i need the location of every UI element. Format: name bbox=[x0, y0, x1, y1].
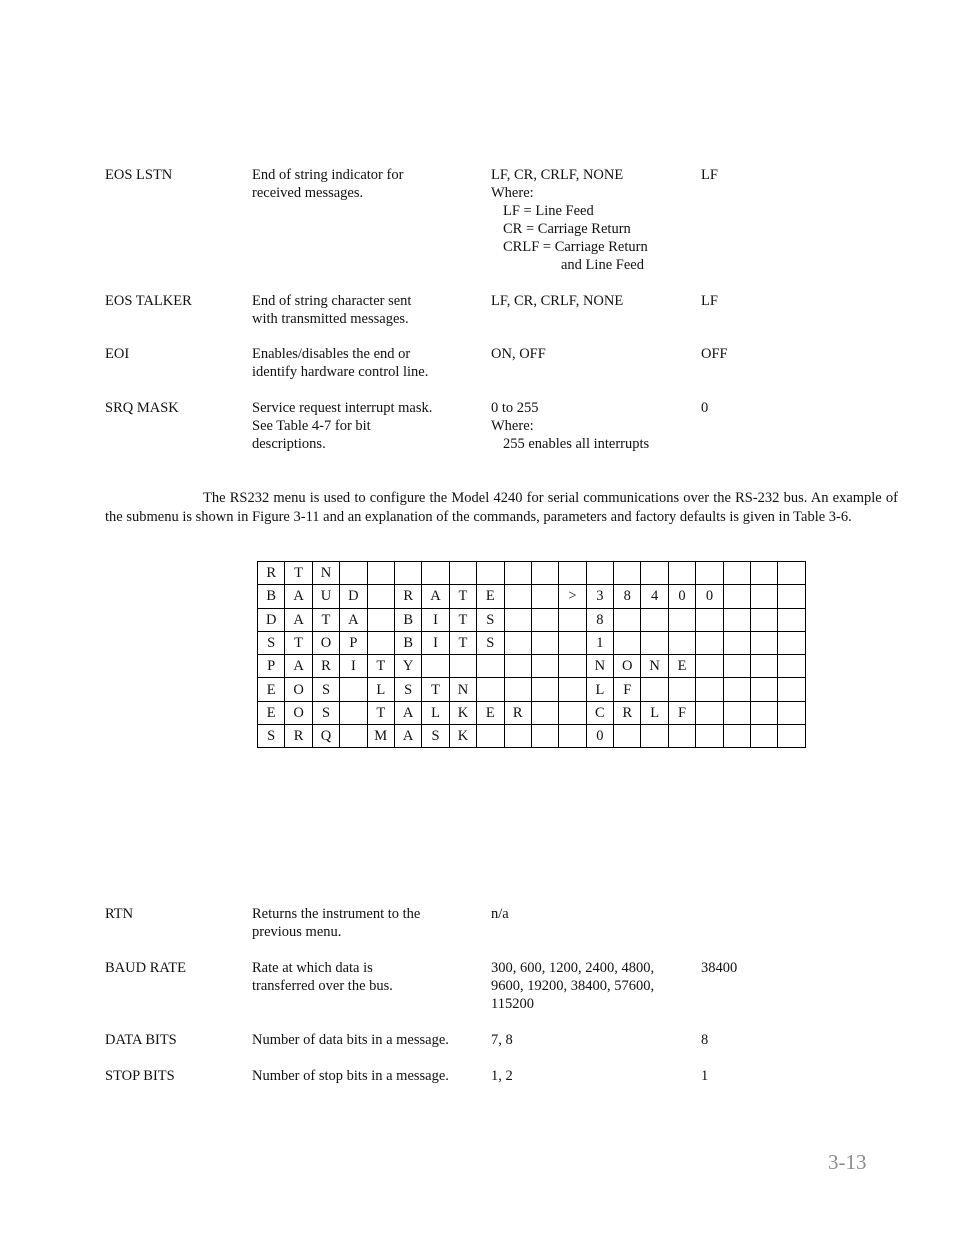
lcd-cell bbox=[696, 725, 723, 748]
lcd-cell bbox=[751, 608, 778, 631]
lcd-cell bbox=[751, 631, 778, 654]
lcd-cell bbox=[751, 562, 778, 585]
command-description: Number of data bits in a message. bbox=[252, 1032, 449, 1048]
lcd-cell bbox=[641, 562, 668, 585]
lcd-cell bbox=[751, 725, 778, 748]
lcd-cell: 3 bbox=[586, 585, 613, 608]
lcd-cell bbox=[559, 655, 586, 678]
lcd-cell bbox=[751, 701, 778, 724]
lcd-cell: E bbox=[668, 655, 695, 678]
lcd-cell: F bbox=[614, 678, 641, 701]
lcd-cell: E bbox=[258, 678, 285, 701]
lcd-cell bbox=[778, 725, 805, 748]
lcd-cell bbox=[778, 678, 805, 701]
command-description: Returns the instrument to the previous menu. bbox=[252, 906, 421, 940]
lcd-cell: R bbox=[394, 585, 421, 608]
lcd-cell bbox=[394, 562, 421, 585]
command-name: EOS TALKER bbox=[105, 293, 192, 309]
lcd-cell: T bbox=[367, 701, 394, 724]
command-default: 0 bbox=[701, 400, 709, 416]
lcd-cell bbox=[504, 631, 531, 654]
lcd-cell: L bbox=[367, 678, 394, 701]
lcd-cell bbox=[559, 562, 586, 585]
lcd-cell bbox=[367, 608, 394, 631]
lcd-cell bbox=[531, 562, 558, 585]
lcd-cell bbox=[559, 725, 586, 748]
page-number: 3-13 bbox=[828, 1150, 867, 1174]
lcd-cell: K bbox=[449, 725, 476, 748]
lcd-row bbox=[258, 562, 806, 585]
lcd-cell: S bbox=[422, 725, 449, 748]
lcd-cell: B bbox=[258, 585, 285, 608]
command-name: RTN bbox=[105, 906, 134, 922]
lcd-cell: P bbox=[258, 655, 285, 678]
lcd-cell bbox=[723, 562, 750, 585]
lcd-cell: 0 bbox=[668, 585, 695, 608]
command-name: BAUD RATE bbox=[105, 960, 186, 976]
lcd-cell bbox=[723, 725, 750, 748]
command-description: Rate at which data is transferred over the bus. bbox=[252, 960, 393, 994]
lcd-cell: D bbox=[340, 585, 367, 608]
lcd-cell: R bbox=[504, 701, 531, 724]
lcd-cell bbox=[586, 562, 613, 585]
lcd-cell bbox=[723, 631, 750, 654]
lcd-cell: S bbox=[312, 678, 339, 701]
lcd-cell: T bbox=[285, 631, 312, 654]
command-description: Service request interrupt mask. See Table 4-7 for bit descriptions. bbox=[252, 400, 433, 452]
lcd-cell: E bbox=[477, 701, 504, 724]
lcd-cell bbox=[723, 585, 750, 608]
lcd-cell: T bbox=[422, 678, 449, 701]
lcd-row bbox=[258, 678, 806, 701]
command-parameters: 7, 8 bbox=[491, 1032, 513, 1048]
lcd-cell bbox=[641, 608, 668, 631]
lcd-cell bbox=[531, 585, 558, 608]
lcd-cell: 0 bbox=[696, 585, 723, 608]
command-parameters: 300, 600, 1200, 2400, 4800, 9600, 19200, 38400, 57600, 115200 bbox=[491, 960, 655, 1012]
lcd-cell: S bbox=[258, 631, 285, 654]
command-name: EOI bbox=[105, 346, 130, 362]
lcd-cell bbox=[531, 608, 558, 631]
lcd-cell: S bbox=[394, 678, 421, 701]
lcd-cell bbox=[668, 608, 695, 631]
lcd-cell bbox=[723, 655, 750, 678]
lcd-cell: L bbox=[422, 701, 449, 724]
lcd-cell bbox=[559, 608, 586, 631]
lcd-cell: A bbox=[340, 608, 367, 631]
lcd-cell: R bbox=[285, 725, 312, 748]
lcd-cell bbox=[559, 701, 586, 724]
command-default: 1 bbox=[701, 1068, 709, 1084]
lcd-cell bbox=[641, 678, 668, 701]
lcd-cell: 4 bbox=[641, 585, 668, 608]
lcd-cell bbox=[614, 562, 641, 585]
lcd-cell: N bbox=[641, 655, 668, 678]
lcd-cell bbox=[340, 678, 367, 701]
lcd-cell bbox=[340, 562, 367, 585]
lcd-cell: A bbox=[394, 725, 421, 748]
lcd-cell bbox=[668, 725, 695, 748]
lcd-cell: T bbox=[449, 631, 476, 654]
lcd-cell: S bbox=[258, 725, 285, 748]
lcd-row bbox=[258, 655, 806, 678]
lcd-cell bbox=[504, 678, 531, 701]
lcd-row bbox=[258, 631, 806, 654]
lcd-cell: D bbox=[258, 608, 285, 631]
lcd-cell bbox=[367, 562, 394, 585]
lcd-cell: T bbox=[449, 608, 476, 631]
lcd-cell: P bbox=[340, 631, 367, 654]
command-name: SRQ MASK bbox=[105, 400, 179, 416]
lcd-cell bbox=[641, 631, 668, 654]
lcd-cell bbox=[531, 631, 558, 654]
lcd-cell bbox=[778, 701, 805, 724]
lcd-cell bbox=[531, 678, 558, 701]
lcd-cell: F bbox=[668, 701, 695, 724]
lcd-cell bbox=[723, 678, 750, 701]
lcd-cell: B bbox=[394, 631, 421, 654]
lcd-row bbox=[258, 725, 806, 748]
lcd-cell bbox=[696, 608, 723, 631]
command-default: 38400 bbox=[701, 960, 738, 976]
lcd-cell bbox=[696, 631, 723, 654]
lcd-cell: K bbox=[449, 701, 476, 724]
lcd-cell: L bbox=[586, 678, 613, 701]
lcd-cell bbox=[504, 725, 531, 748]
command-parameters: n/a bbox=[491, 906, 509, 922]
lcd-cell bbox=[696, 562, 723, 585]
lcd-cell bbox=[559, 678, 586, 701]
lcd-cell: S bbox=[312, 701, 339, 724]
rs232-intro-paragraph: The RS232 menu is used to configure the Model 4240 for serial communications over the RS-232 bus. An example of the submenu is shown in Figure 3-11 and an explanation of the commands, parameters and factory defaults is given in Table 3-6. bbox=[105, 490, 898, 525]
command-default: LF bbox=[701, 293, 718, 309]
command-default: OFF bbox=[701, 346, 728, 362]
lcd-cell bbox=[723, 608, 750, 631]
lcd-cell bbox=[367, 585, 394, 608]
lcd-cell bbox=[751, 655, 778, 678]
lcd-cell: T bbox=[449, 585, 476, 608]
lcd-cell bbox=[696, 678, 723, 701]
rs232-submenu-display bbox=[257, 561, 806, 748]
lcd-row bbox=[258, 608, 806, 631]
command-name: EOS LSTN bbox=[105, 167, 173, 183]
lcd-cell bbox=[778, 585, 805, 608]
lcd-cell: O bbox=[285, 701, 312, 724]
lcd-cell: A bbox=[285, 655, 312, 678]
command-parameters: 1, 2 bbox=[491, 1068, 513, 1084]
lcd-cell: R bbox=[614, 701, 641, 724]
lcd-cell: R bbox=[258, 562, 285, 585]
lcd-row bbox=[258, 585, 806, 608]
lcd-cell: I bbox=[422, 631, 449, 654]
lcd-cell: I bbox=[340, 655, 367, 678]
lcd-cell bbox=[477, 655, 504, 678]
lcd-cell bbox=[559, 631, 586, 654]
lcd-cell: E bbox=[258, 701, 285, 724]
lcd-cell: > bbox=[559, 585, 586, 608]
lcd-cell bbox=[641, 725, 668, 748]
lcd-cell: A bbox=[394, 701, 421, 724]
lcd-cell bbox=[504, 655, 531, 678]
lcd-cell: A bbox=[285, 585, 312, 608]
lcd-cell: N bbox=[586, 655, 613, 678]
lcd-cell bbox=[668, 631, 695, 654]
lcd-cell: B bbox=[394, 608, 421, 631]
lcd-cell: N bbox=[312, 562, 339, 585]
lcd-cell bbox=[477, 678, 504, 701]
lcd-cell: 0 bbox=[586, 725, 613, 748]
lcd-cell bbox=[422, 562, 449, 585]
lcd-cell: R bbox=[312, 655, 339, 678]
lcd-cell bbox=[614, 608, 641, 631]
command-description: End of string character sent with transmitted messages. bbox=[252, 293, 412, 327]
lcd-cell: A bbox=[422, 585, 449, 608]
command-default: LF bbox=[701, 167, 718, 183]
lcd-cell bbox=[751, 585, 778, 608]
lcd-cell bbox=[531, 725, 558, 748]
lcd-cell bbox=[449, 562, 476, 585]
lcd-cell bbox=[422, 655, 449, 678]
lcd-cell bbox=[723, 701, 750, 724]
lcd-cell bbox=[668, 562, 695, 585]
lcd-cell: N bbox=[449, 678, 476, 701]
lcd-cell: T bbox=[285, 562, 312, 585]
command-name: STOP BITS bbox=[105, 1068, 175, 1084]
command-parameters: 0 to 255 Where: 255 enables all interrupts bbox=[491, 400, 650, 452]
lcd-cell bbox=[504, 608, 531, 631]
command-default: 8 bbox=[701, 1032, 709, 1048]
lcd-cell: E bbox=[477, 585, 504, 608]
lcd-cell bbox=[340, 701, 367, 724]
lcd-cell bbox=[668, 678, 695, 701]
lcd-row bbox=[258, 701, 806, 724]
lcd-cell: L bbox=[641, 701, 668, 724]
lcd-cell bbox=[477, 725, 504, 748]
command-description: End of string indicator for received messages. bbox=[252, 167, 404, 201]
lcd-cell bbox=[696, 701, 723, 724]
lcd-cell: A bbox=[285, 608, 312, 631]
lcd-cell: O bbox=[312, 631, 339, 654]
lcd-cell bbox=[477, 562, 504, 585]
lcd-cell bbox=[751, 678, 778, 701]
lcd-cell: T bbox=[312, 608, 339, 631]
lcd-cell: Q bbox=[312, 725, 339, 748]
command-parameters: LF, CR, CRLF, NONE Where: LF = Line Feed CR = Carriage Return CRLF = Carriage Return and Line Feed bbox=[491, 167, 648, 273]
lcd-cell: Y bbox=[394, 655, 421, 678]
lcd-cell: 8 bbox=[614, 585, 641, 608]
lcd-cell: S bbox=[477, 608, 504, 631]
lcd-cell: 8 bbox=[586, 608, 613, 631]
lcd-cell: 1 bbox=[586, 631, 613, 654]
lcd-cell: U bbox=[312, 585, 339, 608]
lcd-cell bbox=[340, 725, 367, 748]
lcd-cell: C bbox=[586, 701, 613, 724]
lcd-cell bbox=[531, 701, 558, 724]
command-description: Number of stop bits in a message. bbox=[252, 1068, 449, 1084]
lcd-cell bbox=[531, 655, 558, 678]
lcd-cell bbox=[778, 562, 805, 585]
lcd-cell bbox=[504, 585, 531, 608]
command-description: Enables/disables the end or identify hardware control line. bbox=[252, 346, 429, 380]
lcd-cell bbox=[696, 655, 723, 678]
command-name: DATA BITS bbox=[105, 1032, 177, 1048]
lcd-cell bbox=[614, 725, 641, 748]
lcd-cell bbox=[778, 608, 805, 631]
lcd-cell bbox=[367, 631, 394, 654]
lcd-cell bbox=[614, 631, 641, 654]
command-parameters: LF, CR, CRLF, NONE bbox=[491, 293, 624, 309]
lcd-cell bbox=[778, 631, 805, 654]
command-parameters: ON, OFF bbox=[491, 346, 546, 362]
lcd-cell: T bbox=[367, 655, 394, 678]
lcd-cell bbox=[449, 655, 476, 678]
lcd-cell: I bbox=[422, 608, 449, 631]
lcd-cell bbox=[504, 562, 531, 585]
lcd-cell bbox=[778, 655, 805, 678]
lcd-cell: O bbox=[614, 655, 641, 678]
lcd-cell: S bbox=[477, 631, 504, 654]
lcd-cell: M bbox=[367, 725, 394, 748]
lcd-cell: O bbox=[285, 678, 312, 701]
